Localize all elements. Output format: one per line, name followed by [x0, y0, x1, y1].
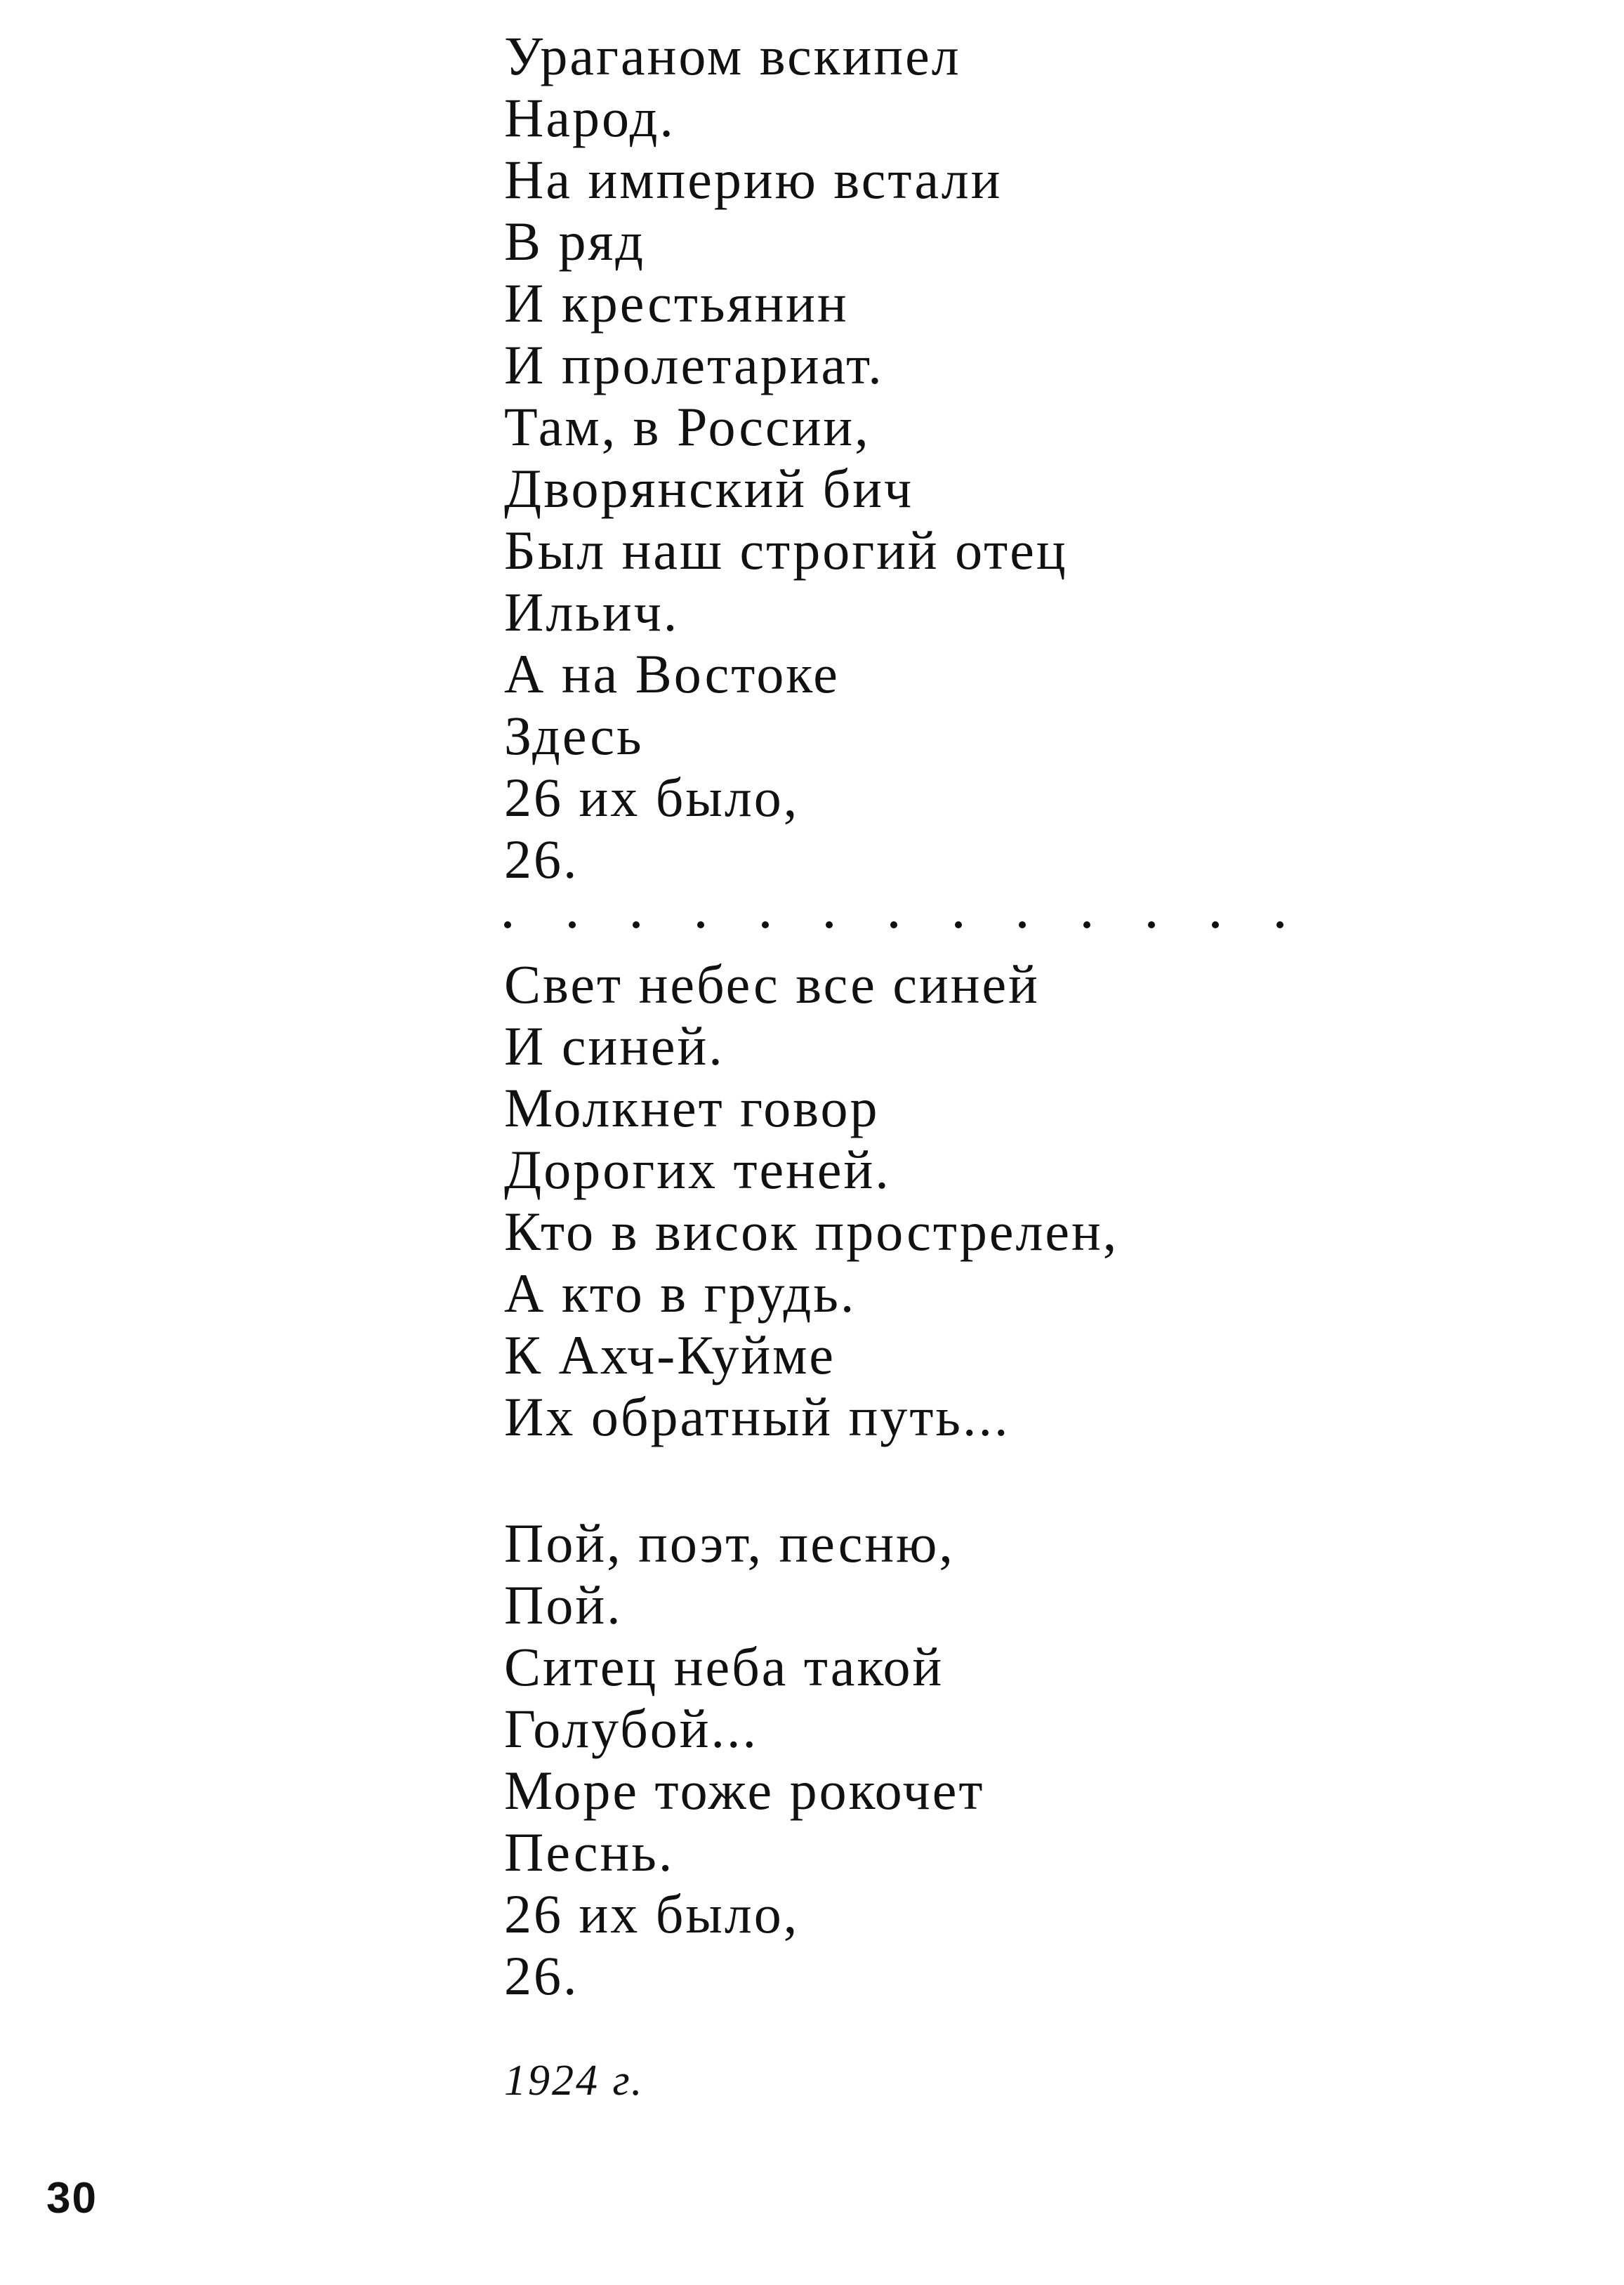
separator-dot: [1212, 921, 1219, 928]
poem-line: И синей.: [504, 1015, 725, 1076]
poem-line: Море тоже рокочет: [504, 1760, 985, 1821]
poem-line: 26.: [504, 1945, 579, 2006]
poem-line: Молкнет говор: [504, 1077, 880, 1138]
poem-line: Народ.: [504, 87, 675, 148]
poem-line: Ситец неба такой: [504, 1636, 944, 1697]
ellipsis-separator: [504, 914, 1283, 935]
poem-line: И пролетариат.: [504, 334, 884, 395]
poem-line: К Ахч-Куйме: [504, 1324, 836, 1385]
poem-line: Был наш строгий отец: [504, 520, 1068, 581]
separator-dot: [1083, 921, 1090, 928]
poem-line: Там, в России,: [504, 396, 871, 457]
poem-line: 26 их было,: [504, 1883, 800, 1944]
poem-line: Ураганом вскипел: [504, 25, 961, 86]
poem-line: 26 их было,: [504, 767, 800, 828]
separator-dot: [633, 921, 640, 928]
separator-dot: [955, 921, 962, 928]
separator-dot: [504, 921, 511, 928]
poem-line: Дорогих теней.: [504, 1139, 891, 1200]
separator-dot: [1148, 921, 1155, 928]
poem: [504, 25, 1487, 2106]
poem-line: В ряд: [504, 211, 646, 272]
poem-line: Пой, поэт, песню,: [504, 1513, 955, 1574]
separator-dot: [762, 921, 769, 928]
separator-dot: [826, 921, 833, 928]
separator-dot: [697, 921, 704, 928]
stanza-3: [504, 1513, 1487, 2007]
separator-dot: [1019, 921, 1026, 928]
poem-line: Ильич.: [504, 581, 680, 643]
stanza-spacer: [504, 1448, 1487, 1513]
stanza-1: [504, 25, 1487, 890]
poem-line: Дворянский бич: [504, 458, 914, 519]
poem-line: Свет небес все синей: [504, 954, 1040, 1015]
poem-line: И крестьянин: [504, 272, 849, 334]
poem-line: А на Востоке: [504, 643, 840, 704]
poem-line: Песнь.: [504, 1822, 675, 1883]
poem-line: 26.: [504, 829, 579, 890]
poem-line: Кто в висок прострелен,: [504, 1201, 1119, 1262]
poem-line: Голубой...: [504, 1698, 759, 1759]
poem-line: Их обратный путь...: [504, 1386, 1010, 1447]
poem-line: А кто в грудь.: [504, 1263, 857, 1324]
separator-dot: [890, 921, 897, 928]
separator-dot: [569, 921, 576, 928]
poem-line: Здесь: [504, 705, 644, 766]
poem-line: Пой.: [504, 1574, 623, 1635]
page-number: 30: [46, 2174, 98, 2223]
stanza-2: [504, 954, 1487, 1448]
poem-line: На империю встали: [504, 149, 1003, 210]
separator-dot: [1276, 921, 1283, 928]
poem-date: 1924 г.: [504, 2057, 645, 2105]
